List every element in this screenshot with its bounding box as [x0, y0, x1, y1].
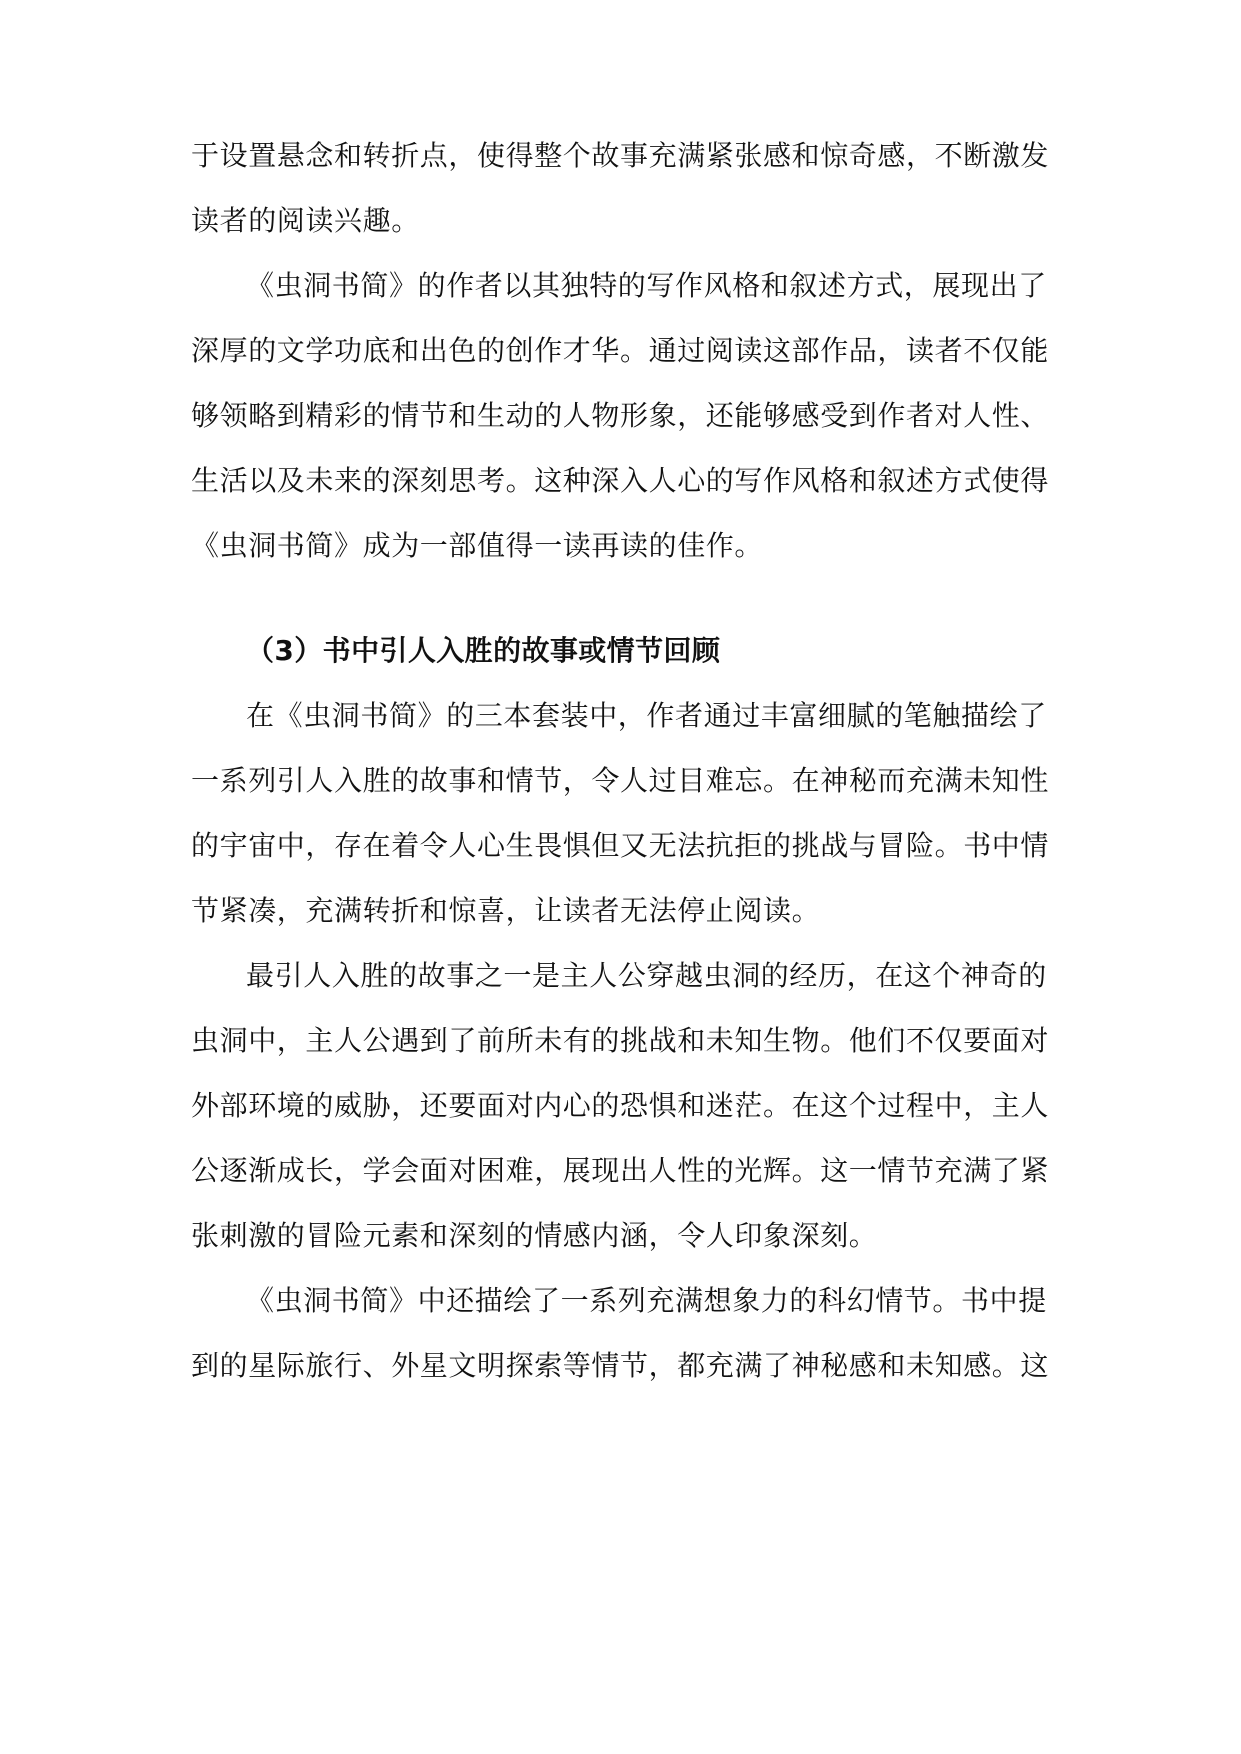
text-line: 的宇宙中，存在着令人心生畏惧但又无法抗拒的挑战与冒险。书中情: [191, 829, 1050, 862]
text-line: 公逐渐成长，学会面对困难，展现出人性的光辉。这一情节充满了紧: [191, 1154, 1050, 1187]
text-line: 够领略到精彩的情节和生动的人物形象，还能够感受到作者对人性、: [191, 399, 1050, 432]
text-line: 于设置悬念和转折点，使得整个故事充满紧张感和惊奇感，不断激发: [191, 139, 1050, 172]
text-line: 张刺激的冒险元素和深刻的情感内涵，令人印象深刻。: [191, 1219, 878, 1252]
text-line: 节紧凑，充满转折和惊喜，让读者无法停止阅读。: [191, 894, 821, 927]
paragraph-first-line: 最引人入胜的故事之一是主人公穿越虫洞的经历，在这个神奇的: [246, 959, 1047, 992]
text-line: 虫洞中，主人公遇到了前所未有的挑战和未知生物。他们不仅要面对: [191, 1024, 1050, 1057]
paragraph-first-line: 在《虫洞书简》的三本套装中，作者通过丰富细腻的笔触描绘了: [246, 699, 1047, 732]
section-heading: （3）书中引人入胜的故事或情节回顾: [246, 634, 721, 667]
text-line: 到的星际旅行、外星文明探索等情节，都充满了神秘感和未知感。这: [191, 1349, 1050, 1382]
text-line: 一系列引人入胜的故事和情节，令人过目难忘。在神秘而充满未知性: [191, 764, 1050, 797]
text-line: 读者的阅读兴趣。: [191, 204, 420, 237]
paragraph-first-line: 《虫洞书简》中还描绘了一系列充满想象力的科幻情节。书中提: [246, 1284, 1047, 1317]
text-line: 外部环境的威胁，还要面对内心的恐惧和迷茫。在这个过程中，主人: [191, 1089, 1050, 1122]
text-line: 生活以及未来的深刻思考。这种深入人心的写作风格和叙述方式使得: [191, 464, 1050, 497]
paragraph-first-line: 《虫洞书简》的作者以其独特的写作风格和叙述方式，展现出了: [246, 269, 1047, 302]
text-line: 深厚的文学功底和出色的创作才华。通过阅读这部作品，读者不仅能: [191, 334, 1050, 367]
text-line: 《虫洞书简》成为一部值得一读再读的佳作。: [191, 529, 764, 562]
